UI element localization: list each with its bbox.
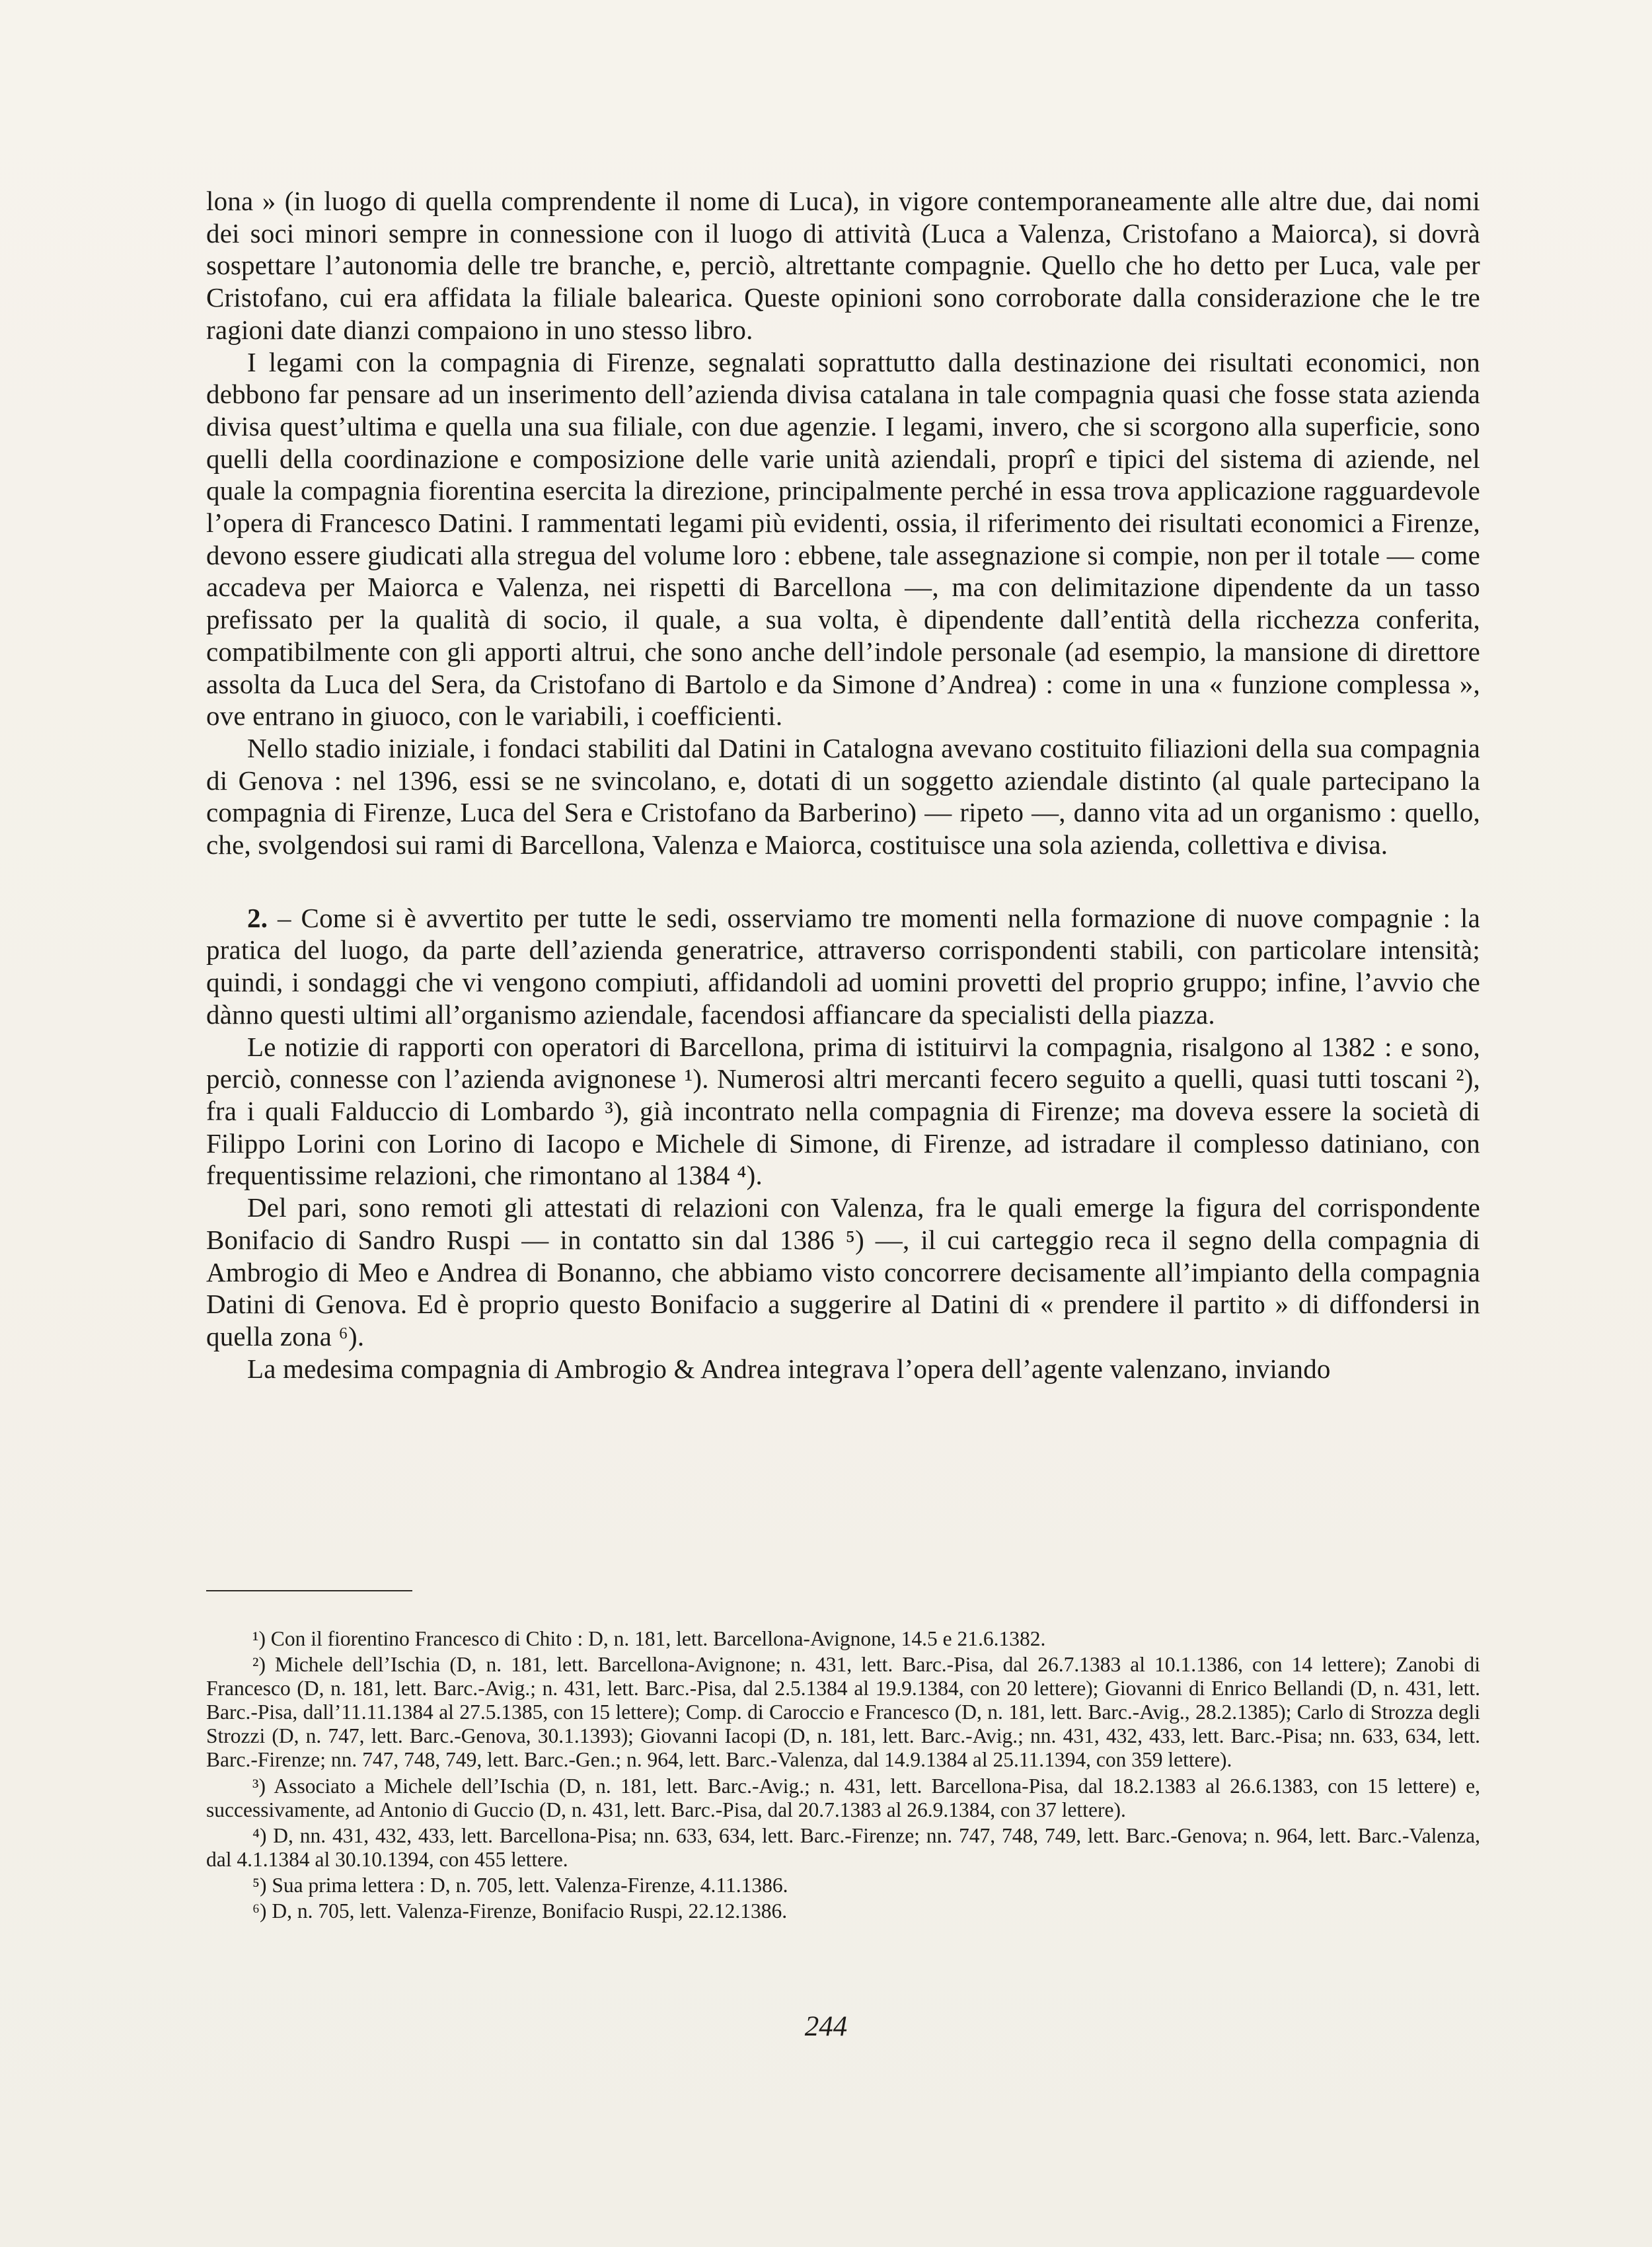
footnote-5: ⁵) Sua prima lettera : D, n. 705, lett. Valenza-Firenze, 4.11.1386.	[252, 1873, 788, 1897]
section-2-paragraph-1	[206, 902, 1480, 1031]
section-number: 2.	[247, 902, 268, 933]
footnote-6: ⁶) D, n. 705, lett. Valenza-Firenze, Bonifacio Ruspi, 22.12.1386.	[252, 1899, 788, 1923]
footnote-4: ⁴) D, nn. 431, 432, 433, lett. Barcellona-Pisa; nn. 633, 634, lett. Barc.-Firenze; nn. 747, 748, 749, lett. Barc.-Genova; n. 964, lett. Barc.-Valenza, dal 4.1.1384 al 30.10.1394, con 455 lettere.	[206, 1823, 1480, 1871]
section-2-paragraph-1-text: – Come si è avvertito per tutte le sedi, osserviamo tre momenti nella formazione di nuove compagnie : la pratica del luogo, da parte dell’azienda generatrice, attraverso corrispondenti stabili, con particolare intensità; quindi, i sondaggi che vi vengono compiuti, affidandoli ad uomini provetti del proprio gruppo; infine, l’avvio che dànno questi ultimi all’organismo aziendale, facendosi affiancare da specialisti della piazza.	[206, 902, 1480, 1030]
footnote-3: ³) Associato a Michele dell’Ischia (D, n. 181, lett. Barc.-Avig.; n. 431, lett. Barcellona-Pisa, dal 18.2.1383 al 26.6.1383, con 15 lettere) e, successivamente, ad Antonio di Guccio (D, n. 431, lett. Barc.-Pisa, dal 20.7.1383 al 26.9.1384, con 37 lettere).	[206, 1774, 1480, 1821]
paragraph-1: lona » (in luogo di quella comprendente il nome di Luca), in vigore contemporaneamente alle altre due, dai nomi dei soci minori sempre in connessione con il luogo di attività (Luca a Valenza, Cristofano a Maiorca), si dovrà sospettare l’autonomia delle tre branche, e, perciò, altrettante compagnie. Quello che ho detto per Luca, vale per Cristofano, cui era affidata la filiale balearica. Queste opinioni sono corroborate dalla considerazione che le tre ragioni date dianzi compaiono in uno stesso libro.	[206, 186, 1480, 345]
section-spacer	[206, 861, 1480, 902]
section-2-paragraph-4: La medesima compagnia di Ambrogio & Andrea integrava l’opera dell’agente valenzano, inviando	[247, 1353, 1331, 1384]
footnote-divider	[206, 1590, 412, 1591]
footnotes	[206, 1627, 1480, 1923]
paragraph-3: Nello stadio iniziale, i fondaci stabiliti dal Datini in Catalogna avevano costituito filiazioni della sua compagnia di Genova : nel 1396, essi se ne svincolano, e, dotati di un soggetto aziendale distinto (al quale partecipano la compagnia di Firenze, Luca del Sera e Cristofano da Barberino) — ripeto —, danno vita ad un organismo : quello, che, svolgendosi sui rami di Barcellona, Valenza e Maiorca, costituisce una sola azienda, collettiva e divisa.	[206, 732, 1480, 860]
page-number: 244	[804, 2011, 848, 2042]
section-2-paragraph-2: Le notizie di rapporti con operatori di Barcellona, prima di istituirvi la compagnia, risalgono al 1382 : e sono, perciò, connesse con l’azienda avignonese ¹). Numerosi altri mercanti fecero seguito a quelli, quasi tutti toscani ²), fra i quali Falduccio di Lombardo ³), già incontrato nella compagnia di Firenze; ma doveva essere la società di Filippo Lorini con Lorino di Iacopo e Michele di Simone, di Firenze, ad istradare il complesso datiniano, con frequentissime relazioni, che rimontano al 1384 ⁴).	[206, 1031, 1480, 1191]
paragraph-2: I legami con la compagnia di Firenze, segnalati soprattutto dalla destinazione dei risultati economici, non debbono far pensare ad un inserimento dell’azienda divisa catalana in tale compagnia quasi che fosse stata azienda divisa quest’ultima e quella una sua filiale, con due agenzie. I legami, invero, che si scorgono alla superficie, sono quelli della coordinazione e composizione delle varie unità aziendali, proprî e tipici del sistema di aziende, nel quale la compagnia fiorentina esercita la direzione, principalmente perché in essa trova applicazione ragguardevole l’opera di Francesco Datini. I rammentati legami più evidenti, ossia, il riferimento dei risultati economici a Firenze, devono essere giudicati alla stregua del volume loro : ebbene, tale assegnazione si compie, non per il totale — come accadeva per Maiorca e Valenza, nei rispetti di Barcellona —, ma con delimitazione dipendente da un tasso prefissato per la qualità di socio, il quale, a sua volta, è dipendente dall’entità della ricchezza conferita, compatibilmente con gli apporti altrui, che sono anche dell’indole personale (ad esempio, la mansione di direttore assolta da Luca del Sera, da Cristofano di Bartolo e da Simone d’Andrea) : come in una « funzione complessa », ove entrano in giuoco, con le variabili, i coefficienti.	[206, 346, 1480, 732]
footnote-1: ¹) Con il fiorentino Francesco di Chito : D, n. 181, lett. Barcellona-Avignone, 14.5 e 21.6.1382.	[252, 1627, 1046, 1650]
main-text	[206, 185, 1480, 1385]
footnote-2: ²) Michele dell’Ischia (D, n. 181, lett. Barcellona-Avignone; n. 431, lett. Barc.-Pisa, dal 26.7.1383 al 10.1.1386, con 14 lettere); Zanobi di Francesco (D, n. 181, lett. Barc.-Avig.; n. 431, lett. Barc.-Pisa, dal 2.5.1384 al 19.9.1384, con 20 lettere); Giovanni di Enrico Bellandi (D, n. 431, lett. Barc.-Pisa, dall’11.11.1384 al 27.5.1385, con 15 lettere); Comp. di Caroccio e Francesco (D, n. 181, lett. Barc.-Avig., 28.2.1385); Carlo di Strozza degli Strozzi (D, n. 747, lett. Barc.-Genova, 30.1.1393); Giovanni Iacopi (D, n. 181, lett. Barc.-Avig.; nn. 431, 432, 433, lett. Barc.-Pisa; nn. 633, 634, lett. Barc.-Firenze; nn. 747, 748, 749, lett. Barc.-Gen.; n. 964, lett. Barc.-Valenza, dal 14.9.1384 al 25.11.1394, con 359 lettere).	[206, 1653, 1480, 1772]
section-2-paragraph-3: Del pari, sono remoti gli attestati di relazioni con Valenza, fra le quali emerge la figura del corrispondente Bonifacio di Sandro Ruspi — in contatto sin dal 1386 ⁵) —, il cui carteggio reca il segno della compagnia di Ambrogio di Meo e Andrea di Bonanno, che abbiamo visto concorrere decisamente all’impianto della compagnia Datini di Genova. Ed è proprio questo Bonifacio a suggerire al Datini di « prendere il partito » di diffondersi in quella zona ⁶).	[206, 1192, 1480, 1352]
